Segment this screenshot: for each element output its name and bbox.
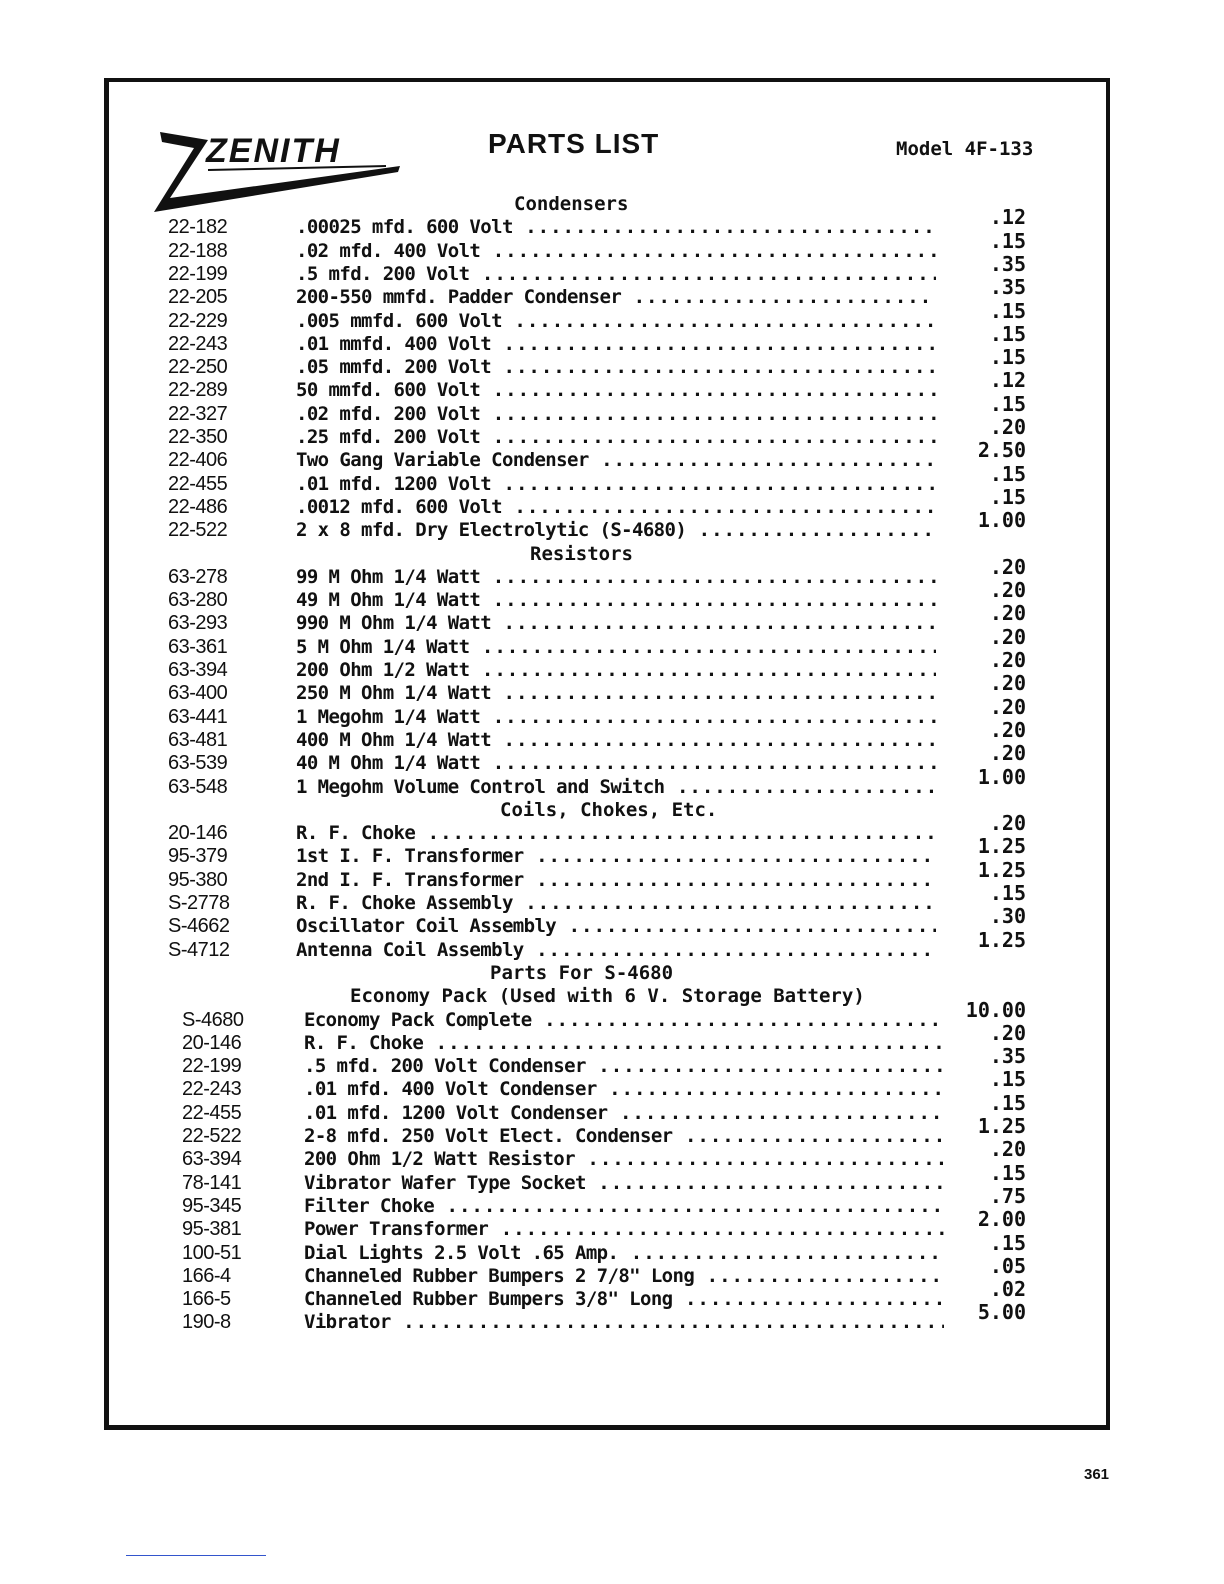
part-number: 166-5 bbox=[182, 1288, 231, 1311]
part-description: Two Gang Variable Condenser ..... bbox=[296, 449, 936, 471]
part-number: 22-522 bbox=[182, 1125, 242, 1147]
part-number: 22-522 bbox=[168, 519, 228, 542]
part-description: .5 mfd. 200 Volt ..... bbox=[296, 263, 936, 285]
part-number: 63-394 bbox=[168, 659, 228, 681]
part-price: 10.00 bbox=[965, 997, 1026, 1022]
part-price: .20 bbox=[989, 811, 1026, 836]
part-price: 1.25 bbox=[977, 857, 1026, 882]
part-price: .15 bbox=[989, 1160, 1026, 1185]
part-description: R. F. Choke ..... bbox=[296, 822, 936, 844]
part-number: 63-280 bbox=[168, 589, 228, 612]
part-description: 40 M Ohm 1/4 Watt ..... bbox=[296, 752, 936, 774]
part-description: .01 mfd. 1200 Volt Condenser ..... bbox=[304, 1102, 944, 1124]
part-number: 95-379 bbox=[168, 845, 228, 868]
part-number: 63-400 bbox=[168, 682, 228, 705]
part-description: .01 mfd. 1200 Volt ..... bbox=[296, 473, 936, 495]
model-number: Model 4F-133 bbox=[896, 138, 1034, 160]
part-description: .00025 mfd. 600 Volt ..... bbox=[296, 216, 936, 238]
part-description: Vibrator Wafer Type Socket ..... bbox=[304, 1172, 944, 1194]
part-number: 95-381 bbox=[182, 1218, 242, 1241]
part-price: .20 bbox=[989, 648, 1026, 672]
part-price: .05 bbox=[989, 1253, 1026, 1278]
part-description: .5 mfd. 200 Volt Condenser ..... bbox=[304, 1055, 944, 1077]
part-description: 250 M Ohm 1/4 Watt ..... bbox=[296, 682, 936, 704]
part-price: .20 bbox=[989, 741, 1026, 766]
part-price: .15 bbox=[989, 345, 1026, 370]
part-price: .15 bbox=[989, 321, 1026, 346]
part-price: 1.25 bbox=[977, 1114, 1026, 1138]
part-description: .01 mfd. 400 Volt Condenser ..... bbox=[304, 1078, 944, 1100]
page-title: PARTS LIST bbox=[488, 128, 660, 159]
part-price: 2.00 bbox=[977, 1207, 1026, 1232]
page-number: 361 bbox=[1084, 1466, 1110, 1483]
part-description: .02 mfd. 400 Volt ..... bbox=[296, 240, 936, 262]
part-price: .15 bbox=[989, 461, 1026, 486]
part-price: .20 bbox=[989, 554, 1026, 579]
part-number: 63-441 bbox=[168, 705, 228, 728]
part-description: 1 Megohm 1/4 Watt ..... bbox=[296, 706, 936, 728]
part-price: 1.00 bbox=[977, 764, 1026, 789]
part-price: .20 bbox=[989, 1020, 1026, 1045]
part-description: .0012 mfd. 600 Volt ..... bbox=[296, 496, 936, 518]
part-number: 22-205 bbox=[168, 286, 228, 309]
section-heading: Condensers bbox=[514, 193, 629, 215]
part-number: 22-486 bbox=[168, 495, 228, 518]
part-number: 22-289 bbox=[168, 379, 228, 402]
part-price: .20 bbox=[989, 578, 1026, 603]
part-description: R. F. Choke Assembly ..... bbox=[296, 892, 936, 914]
part-price: .20 bbox=[989, 624, 1026, 649]
part-description: Dial Lights 2.5 Volt .65 Amp. ..... bbox=[304, 1242, 944, 1264]
part-price: 2.50 bbox=[977, 438, 1026, 463]
part-number: 22-327 bbox=[168, 402, 228, 425]
part-number: 63-394 bbox=[182, 1148, 242, 1171]
part-price: 1.25 bbox=[977, 834, 1026, 859]
part-price: 1.25 bbox=[977, 927, 1026, 952]
part-price: .15 bbox=[989, 1067, 1026, 1092]
part-description: 400 M Ohm 1/4 Watt ..... bbox=[296, 729, 936, 751]
part-number: 22-182 bbox=[168, 216, 228, 239]
part-description: Channeled Rubber Bumpers 3/8" Long ..... bbox=[304, 1288, 944, 1310]
part-price: 5.00 bbox=[977, 1300, 1026, 1325]
part-number: 190-8 bbox=[182, 1311, 231, 1334]
part-description: Economy Pack Complete ..... bbox=[304, 1009, 944, 1031]
part-number: 22-350 bbox=[168, 426, 228, 448]
part-number: S-2778 bbox=[168, 892, 230, 914]
part-price: 1.00 bbox=[977, 508, 1026, 533]
part-price: .02 bbox=[989, 1277, 1026, 1302]
part-description: 1st I. F. Transformer ..... bbox=[296, 845, 936, 867]
part-price: .20 bbox=[989, 717, 1026, 742]
part-number: 22-199 bbox=[168, 262, 228, 285]
part-description: Vibrator ..... bbox=[304, 1311, 944, 1333]
part-number: 22-455 bbox=[182, 1101, 242, 1124]
part-description: 99 M Ohm 1/4 Watt ..... bbox=[296, 566, 936, 588]
part-description: 200 Ohm 1/2 Watt ..... bbox=[296, 659, 936, 681]
part-description: Oscillator Coil Assembly ..... bbox=[296, 915, 936, 937]
part-price: .15 bbox=[989, 1090, 1026, 1115]
part-number: 22-188 bbox=[168, 239, 228, 262]
part-description: 200 Ohm 1/2 Watt Resistor ..... bbox=[304, 1148, 944, 1170]
part-price: .35 bbox=[989, 275, 1026, 300]
part-number: 95-345 bbox=[182, 1194, 242, 1217]
part-number: S-4680 bbox=[182, 1008, 244, 1031]
part-price: .15 bbox=[989, 298, 1026, 323]
part-description: 200-550 mmfd. Padder Condenser ..... bbox=[296, 286, 936, 308]
part-number: 95-380 bbox=[168, 868, 228, 891]
part-description: .02 mfd. 200 Volt ..... bbox=[296, 403, 936, 425]
part-number: 20-146 bbox=[182, 1031, 242, 1054]
part-number: 100-51 bbox=[182, 1241, 242, 1264]
part-description: 990 M Ohm 1/4 Watt ..... bbox=[296, 612, 936, 634]
section-heading: Coils, Chokes, Etc. bbox=[500, 798, 718, 821]
part-price: .20 bbox=[989, 415, 1026, 439]
part-price: .20 bbox=[989, 1137, 1026, 1162]
part-number: 22-229 bbox=[168, 309, 228, 332]
part-price: .20 bbox=[989, 694, 1026, 719]
part-description: 50 mmfd. 600 Volt ..... bbox=[296, 379, 936, 401]
part-description: .25 mfd. 200 Volt ..... bbox=[296, 426, 936, 448]
part-number: 63-293 bbox=[168, 612, 228, 635]
part-price: .35 bbox=[989, 251, 1026, 276]
part-description: R. F. Choke ..... bbox=[304, 1032, 944, 1054]
part-number: 63-481 bbox=[168, 728, 228, 751]
part-description: 2 x 8 mfd. Dry Electrolytic (S-4680) ..... bbox=[296, 519, 936, 541]
part-price: .15 bbox=[989, 391, 1026, 416]
part-number: S-4712 bbox=[168, 938, 230, 961]
part-price: .20 bbox=[989, 601, 1026, 626]
part-number: 78-141 bbox=[182, 1171, 242, 1194]
part-price: .15 bbox=[989, 1230, 1026, 1255]
section-heading: Resistors bbox=[530, 542, 633, 565]
part-description: 1 Megohm Volume Control and Switch ..... bbox=[296, 776, 936, 798]
part-description: Power Transformer ..... bbox=[304, 1218, 944, 1240]
part-description: .005 mmfd. 600 Volt ..... bbox=[296, 310, 936, 332]
part-description: .01 mmfd. 400 Volt ..... bbox=[296, 333, 936, 355]
part-description: Filter Choke ..... bbox=[304, 1195, 944, 1217]
part-price: .15 bbox=[989, 881, 1026, 905]
part-price: .15 bbox=[989, 484, 1026, 509]
part-price: .12 bbox=[989, 368, 1026, 393]
part-description: 2nd I. F. Transformer ..... bbox=[296, 869, 936, 891]
part-number: 22-243 bbox=[182, 1078, 242, 1101]
part-description: Channeled Rubber Bumpers 2 7/8" Long ..... bbox=[304, 1265, 944, 1287]
part-price: .75 bbox=[989, 1183, 1026, 1208]
part-number: 22-250 bbox=[168, 356, 228, 379]
part-number: 20-146 bbox=[168, 822, 228, 845]
part-description: .05 mmfd. 200 Volt ..... bbox=[296, 356, 936, 378]
section-subheading: Economy Pack (Used with 6 V. Storage Battery) bbox=[350, 985, 865, 1008]
part-price: .20 bbox=[989, 671, 1026, 696]
part-number: 22-455 bbox=[168, 472, 228, 495]
part-price: .15 bbox=[989, 228, 1026, 253]
section-heading: Parts For S-4680 bbox=[490, 961, 674, 984]
part-description: 5 M Ohm 1/4 Watt ..... bbox=[296, 636, 936, 658]
part-description: Antenna Coil Assembly ..... bbox=[296, 939, 936, 961]
part-number: 166-4 bbox=[182, 1264, 231, 1287]
part-price: .12 bbox=[989, 205, 1026, 230]
part-number: 63-548 bbox=[168, 775, 228, 798]
part-number: 22-199 bbox=[182, 1055, 242, 1078]
part-number: S-4662 bbox=[168, 915, 230, 938]
part-price: .30 bbox=[989, 904, 1026, 929]
part-number: 63-539 bbox=[168, 752, 228, 775]
part-description: 2-8 mfd. 250 Volt Elect. Condenser ..... bbox=[304, 1125, 944, 1147]
part-price: .35 bbox=[989, 1044, 1026, 1069]
brand-name: ZENITH bbox=[206, 132, 341, 170]
part-description: 49 M Ohm 1/4 Watt ..... bbox=[296, 589, 936, 611]
part-number: 63-361 bbox=[168, 635, 228, 658]
part-number: 22-406 bbox=[168, 449, 228, 472]
part-number: 22-243 bbox=[168, 332, 228, 355]
part-number: 63-278 bbox=[168, 565, 228, 588]
divider bbox=[126, 1555, 266, 1556]
